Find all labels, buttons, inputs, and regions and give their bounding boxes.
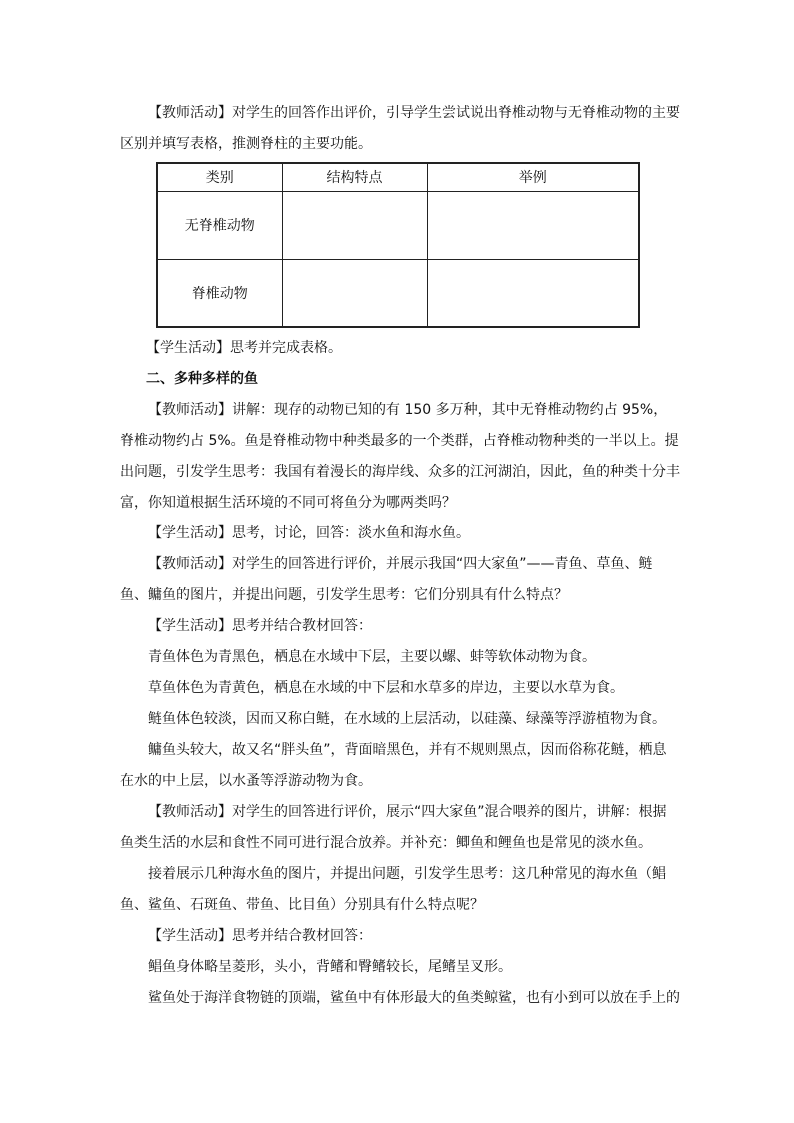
paragraph-student-activity-2: 【学生活动】思考，讨论，回答：淡水鱼和海水鱼。: [148, 525, 470, 541]
paragraph-yongyu: 鳙鱼头较大，故又名“胖头鱼”，背面暗黑色，并有不规则黑点，因而俗称花鲢，栖息在水的中上层，以水蚤等浮游动物为食。: [120, 742, 667, 789]
paragraph-qingyu: 青鱼体色为青黑色，栖息在水域中下层，主要以螺、蚌等软体动物为食。: [148, 649, 596, 665]
table-cell-vertebrate-example: [427, 259, 639, 327]
table-cell-invertebrate-example: [427, 191, 639, 259]
table-header-example: 举例: [427, 163, 639, 191]
table-cell-invertebrate-structure: [282, 191, 427, 259]
paragraph-caoyu: 草鱼体色为青黄色，栖息在水域的中下层和水草多的岸边，主要以水草为食。: [148, 680, 624, 696]
paragraph-teacher-activity-3: 【教师活动】对学生的回答进行评价，并展示我国“四大家鱼”——青鱼、草鱼、鲢鱼、鳙鱼的图片，并提出问题，引发学生思考：它们分别具有什么特点？: [120, 556, 653, 603]
paragraph-teacher-activity-4: 【教师活动】对学生的回答进行评价，展示“四大家鱼”混合喂养的图片，讲解：根据鱼类生活的水层和食性不同可进行混合放养。并补充：鲫鱼和鲤鱼也是常见的淡水鱼。: [120, 804, 667, 851]
table-cell-vertebrate: 脊椎动物: [157, 259, 282, 327]
table-header-structure: 结构特点: [282, 163, 427, 191]
comparison-table: [156, 162, 640, 328]
paragraph-student-activity-4: 【学生活动】思考并结合教材回答：: [148, 928, 372, 944]
paragraph-student-activity-1: 【学生活动】思考并完成表格。: [146, 340, 342, 356]
table-header-category: 类别: [157, 163, 282, 191]
paragraph-changyu: 鲳鱼身体略呈菱形，头小，背鳍和臀鳍较长，尾鳍呈叉形。: [148, 959, 512, 975]
paragraph-teacher-activity-2: 【教师活动】讲解：现存的动物已知的有 150 多万种，其中无脊椎动物约占 95%，脊椎动物约占 5%。鱼是脊椎动物中种类最多的一个类群，占脊椎动物种类的一半以上。提出问题，引发学生思考：我国有着漫长的海岸线、众多的江河湖泊，因此，鱼的种类十分丰富，你知道根据生活环境的不同可将鱼分为哪两类吗？: [120, 402, 680, 511]
table-header-row: [157, 163, 639, 191]
paragraph-student-activity-3: 【学生活动】思考并结合教材回答：: [148, 618, 372, 634]
section-heading: 二、多种多样的鱼: [146, 371, 258, 387]
paragraph-sea-fish-intro: 接着展示几种海水鱼的图片，并提出问题，引发学生思考：这几种常见的海水鱼（鲳鱼、鲨鱼、石斑鱼、带鱼、比目鱼）分别具有什么特点呢？: [120, 866, 666, 913]
table-cell-vertebrate-structure: [282, 259, 427, 327]
paragraph-teacher-activity-1: 【教师活动】对学生的回答作出评价，引导学生尝试说出脊椎动物与无脊椎动物的主要区别并填写表格，推测脊柱的主要功能。: [120, 105, 680, 152]
paragraph-lianyu: 鲢鱼体色较淡，因而又称白鲢，在水域的上层活动，以硅藻、绿藻等浮游植物为食。: [148, 711, 666, 727]
table-row: [157, 259, 639, 327]
table-row: [157, 191, 639, 259]
table-cell-invertebrate: 无脊椎动物: [157, 191, 282, 259]
paragraph-shayu: 鲨鱼处于海洋食物链的顶端，鲨鱼中有体形最大的鱼类鲸鲨，也有小到可以放在手上的: [148, 990, 680, 1006]
